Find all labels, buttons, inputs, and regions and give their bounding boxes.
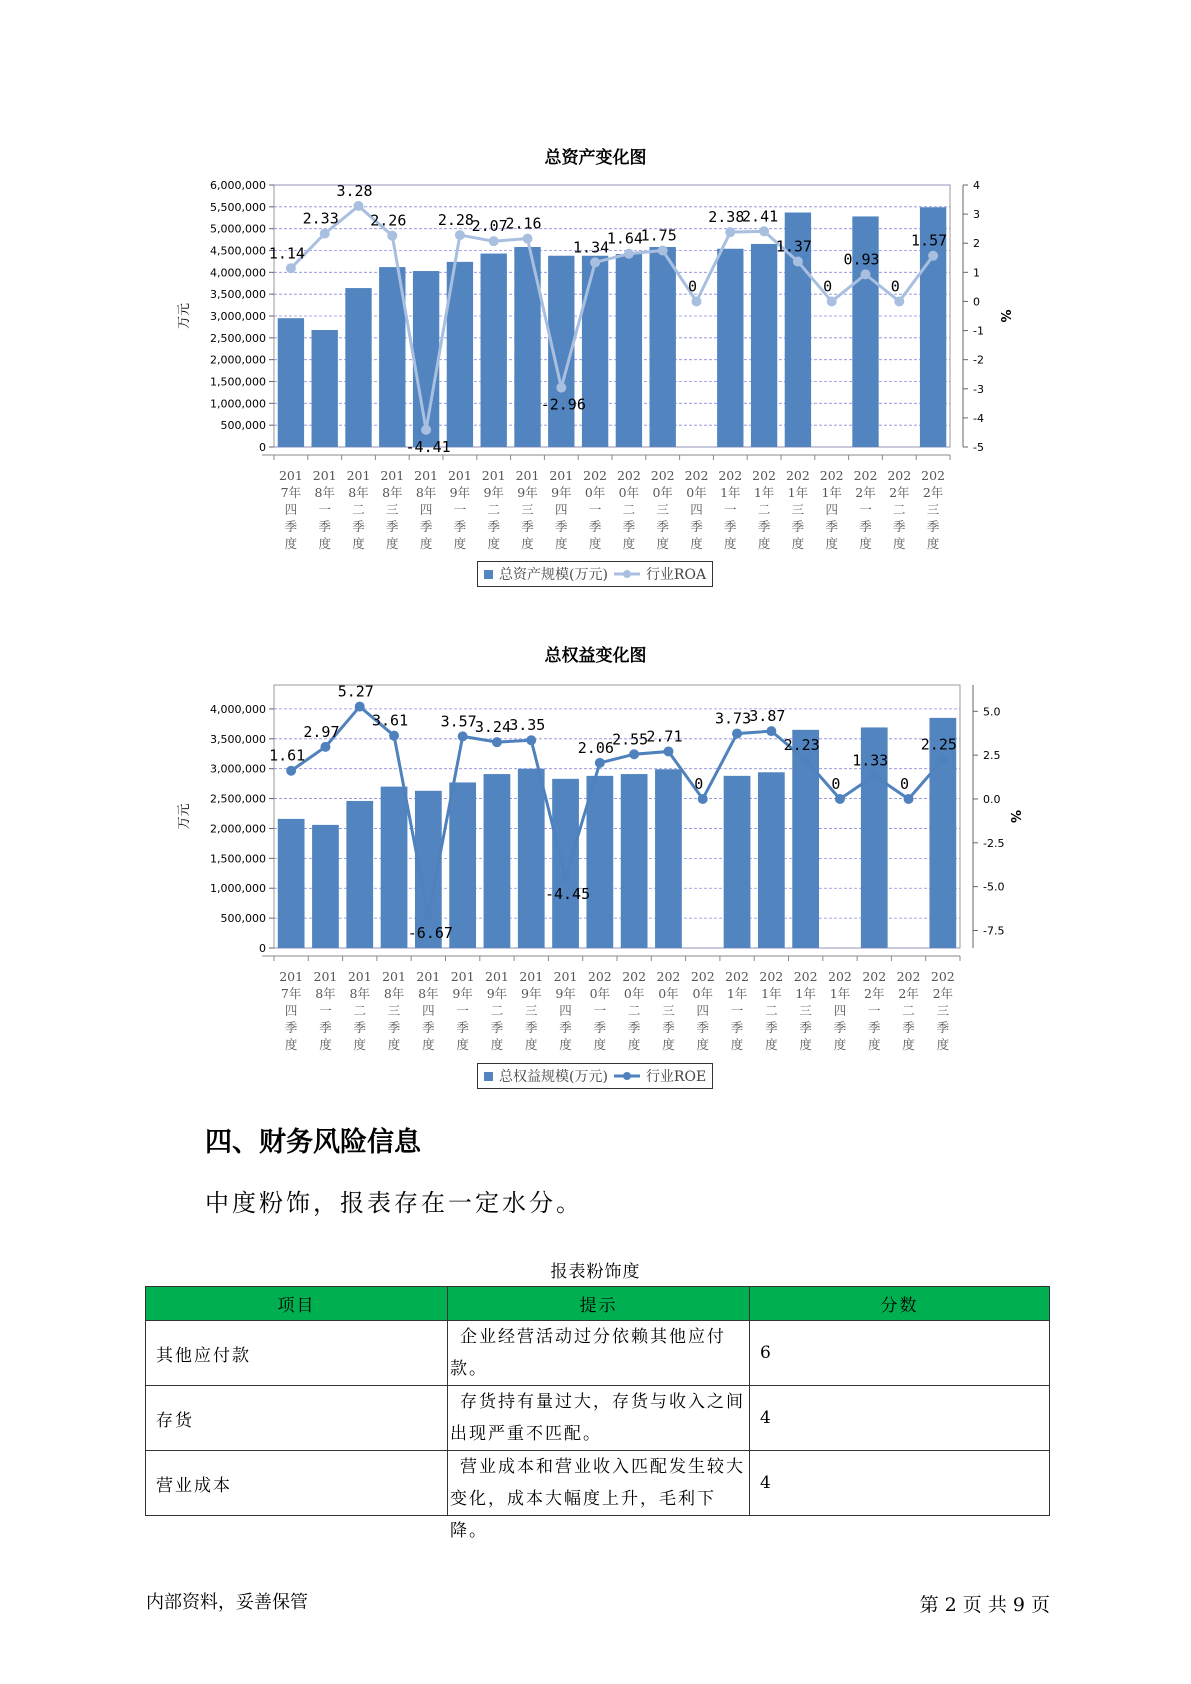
y2-tick-label: -2.5 <box>983 836 1005 850</box>
x-tick-label: 202 1年四季度 <box>819 468 844 551</box>
bar <box>484 774 511 948</box>
x-tick-label: 202 1年一季度 <box>718 468 743 551</box>
bar <box>346 801 373 948</box>
data-label: 0 <box>694 774 704 793</box>
x-tick-label: 201 7年四季度 <box>279 969 304 1052</box>
data-label: 1.37 <box>775 237 812 256</box>
table-header-row <box>146 1287 1050 1321</box>
data-label: -4.45 <box>544 884 591 903</box>
x-tick-label: 202 1年四季度 <box>828 969 852 1052</box>
data-label: 1.33 <box>852 751 889 770</box>
x-tick-label: 201 9年二季度 <box>481 468 506 551</box>
line-point <box>692 296 702 306</box>
y-tick-label: 3,500,000 <box>210 732 266 746</box>
chart2-title: 总权益变化图 <box>544 646 647 666</box>
data-label: 3.73 <box>714 709 752 728</box>
table-row <box>146 1451 1050 1516</box>
data-label: 3.61 <box>371 711 409 730</box>
line-point <box>492 737 502 747</box>
y2-tick-label: -5.0 <box>983 880 1005 894</box>
x-tick-label: 202 0年一季度 <box>587 969 612 1052</box>
row-item: 存货 <box>146 1386 448 1451</box>
bar-legend-swatch <box>484 570 493 579</box>
y-axis-title: 万元 <box>177 302 192 330</box>
x-tick-label: 202 2年二季度 <box>896 969 921 1052</box>
y-tick-label: 1,500,000 <box>210 852 266 866</box>
row-hint: 营业成本和营业收入匹配发生较大变化，成本大幅度上升，毛利下降。 <box>448 1451 750 1516</box>
section-intro: 中度粉饰，报表存在一定水分。 <box>205 1189 583 1217</box>
line-point <box>561 872 571 882</box>
y-tick-label: 2,000,000 <box>210 822 266 836</box>
line-point <box>320 229 330 239</box>
header-hint: 提示 <box>448 1287 750 1321</box>
line-point <box>595 758 605 768</box>
bar <box>552 779 579 948</box>
y-tick-label: 2,500,000 <box>210 331 266 345</box>
y-tick-label: 4,500,000 <box>210 244 266 258</box>
y-tick-label: 4,000,000 <box>210 702 266 716</box>
bar <box>481 254 507 447</box>
x-tick-label: 201 9年一季度 <box>447 468 472 551</box>
bar <box>655 769 682 948</box>
line-point <box>489 236 499 246</box>
x-tick-label: 201 8年四季度 <box>414 468 439 551</box>
data-label: 2.97 <box>303 722 340 741</box>
line-point <box>629 749 639 759</box>
data-label: 3.35 <box>509 716 546 735</box>
y-tick-label: 1,000,000 <box>210 882 266 896</box>
line-point <box>938 755 948 765</box>
row-score: 4 <box>750 1451 1050 1516</box>
bar-legend-swatch <box>484 1072 493 1081</box>
x-tick-label: 202 0年三季度 <box>650 468 675 551</box>
line-point <box>698 794 708 804</box>
row-score: 4 <box>750 1386 1050 1451</box>
line-point <box>793 257 803 267</box>
line-point <box>387 231 397 241</box>
y-tick-label: 1,500,000 <box>210 375 266 389</box>
section-heading: 四、财务风险信息 <box>205 1127 421 1158</box>
data-label: 2.33 <box>302 209 339 228</box>
x-tick-label: 201 9年二季度 <box>485 969 509 1052</box>
y-tick-label: 6,000,000 <box>210 179 266 192</box>
line-legend-swatch <box>614 568 640 580</box>
line-point <box>801 755 811 765</box>
y2-tick-label: -2 <box>973 353 984 367</box>
line-point <box>455 230 465 240</box>
line-point <box>389 731 399 741</box>
line-point <box>894 296 904 306</box>
y-tick-label: 3,500,000 <box>210 288 266 302</box>
chart1-legend-bar-label: 总资产规模(万元) <box>499 567 608 583</box>
row-score: 6 <box>750 1321 1050 1386</box>
data-label: 0 <box>823 277 833 296</box>
bar <box>381 787 408 948</box>
row-item: 其他应付款 <box>146 1321 448 1386</box>
data-label: 2.25 <box>920 735 957 754</box>
x-tick-label: 202 1年二季度 <box>752 468 777 551</box>
bar <box>312 330 338 447</box>
y-tick-label: 500,000 <box>220 912 266 926</box>
y2-tick-label: 0.0 <box>983 792 1001 806</box>
data-label: 0 <box>687 277 698 296</box>
line-point <box>354 201 364 211</box>
y-axis-title: 万元 <box>177 803 192 830</box>
data-label: 0.93 <box>843 250 880 269</box>
chart2-legend <box>477 1063 713 1089</box>
data-label: 1.64 <box>606 229 643 248</box>
x-tick-label: 201 9年三季度 <box>519 969 544 1052</box>
chart1-legend-line-label: 行业ROA <box>645 567 707 583</box>
line-point <box>732 729 742 739</box>
x-tick-label: 201 9年四季度 <box>549 468 574 551</box>
line-point <box>355 702 365 712</box>
data-label: 2.55 <box>612 730 649 749</box>
data-label: 3.24 <box>474 718 512 737</box>
y-tick-label: 4,000,000 <box>210 266 266 280</box>
line-point <box>556 383 566 393</box>
bar <box>586 776 613 948</box>
bar <box>751 244 777 447</box>
chart2-legend-line-label: 行业ROE <box>645 1069 707 1085</box>
y-tick-label: 0 <box>259 441 266 454</box>
y2-tick-label: 3 <box>973 208 980 222</box>
line-point <box>904 794 914 804</box>
x-tick-label: 202 0年四季度 <box>690 969 715 1052</box>
data-label: 3.87 <box>749 707 786 726</box>
x-tick-label: 201 8年三季度 <box>382 969 406 1052</box>
data-label: 2.07 <box>471 217 508 236</box>
table-row <box>146 1321 1050 1386</box>
total-equity-chart <box>170 678 1022 1058</box>
footer-confidential: 内部资料，妥善保管 <box>146 1592 308 1613</box>
line-point <box>624 249 634 259</box>
x-tick-label: 202 0年二季度 <box>622 969 647 1052</box>
x-tick-label: 202 2年一季度 <box>853 468 878 551</box>
line-point <box>869 771 879 781</box>
x-tick-label: 201 8年四季度 <box>416 969 441 1052</box>
bar <box>278 819 305 948</box>
data-label: 5.27 <box>337 682 374 701</box>
x-tick-label: 202 0年四季度 <box>684 468 709 551</box>
x-tick-label: 201 8年二季度 <box>347 969 372 1052</box>
y-tick-label: 3,000,000 <box>210 310 266 323</box>
y2-axis-title: % <box>997 309 1012 323</box>
x-tick-label: 202 1年三季度 <box>785 468 810 551</box>
table-row <box>146 1386 1050 1451</box>
data-label: 2.23 <box>783 735 820 754</box>
line-point <box>861 269 871 279</box>
y-tick-label: 1,000,000 <box>210 397 266 411</box>
y2-tick-label: 5.0 <box>983 705 1001 719</box>
y2-tick-label: -3 <box>973 382 984 396</box>
bar <box>724 776 751 948</box>
bar <box>650 247 676 447</box>
data-label: 2.38 <box>708 208 745 227</box>
bar <box>278 318 304 447</box>
data-label: -6.67 <box>407 923 453 942</box>
data-label: -4.41 <box>405 437 451 456</box>
data-label: 2.41 <box>742 207 779 226</box>
y-tick-label: 2,000,000 <box>210 353 266 367</box>
data-label: 2.06 <box>577 738 614 757</box>
x-tick-label: 202 2年二季度 <box>887 468 912 551</box>
line-point <box>286 263 296 273</box>
x-tick-label: 202 2年三季度 <box>930 969 955 1052</box>
row-hint: 企业经营活动过分依赖其他应付款。 <box>448 1321 750 1386</box>
line-point <box>458 731 468 741</box>
chart2-legend-bar-label: 总权益规模(万元) <box>499 1069 608 1085</box>
bar <box>717 249 743 447</box>
y2-tick-label: -5 <box>973 441 984 454</box>
bar <box>621 774 648 948</box>
data-label: 2.26 <box>370 211 407 230</box>
risk-table <box>145 1286 1050 1541</box>
x-tick-label: 202 0年三季度 <box>656 969 681 1052</box>
y2-tick-label: -7.5 <box>983 924 1005 938</box>
line-point <box>590 257 600 267</box>
x-tick-label: 202 0年一季度 <box>583 468 608 551</box>
line-point <box>725 227 735 237</box>
line-point <box>286 766 296 776</box>
data-label: 0 <box>890 277 900 296</box>
line-point <box>423 911 433 921</box>
data-label: 3.57 <box>440 712 477 731</box>
x-tick-label: 201 9年四季度 <box>553 969 578 1052</box>
x-tick-label: 201 8年三季度 <box>380 468 405 551</box>
bar <box>312 825 339 948</box>
data-label: 3.28 <box>336 181 373 200</box>
data-label: 1.14 <box>268 244 305 263</box>
line-point <box>320 742 330 752</box>
x-tick-label: 202 2年三季度 <box>921 468 946 551</box>
y-tick-label: 0 <box>259 942 266 955</box>
x-tick-label: 201 7年四季度 <box>278 468 303 551</box>
data-label: 1.34 <box>573 238 610 257</box>
bar <box>345 288 371 447</box>
line-legend-swatch <box>614 1070 640 1082</box>
line-point <box>526 735 536 745</box>
data-label: 2.71 <box>646 727 683 746</box>
bar <box>758 772 785 948</box>
line-point <box>759 226 769 236</box>
data-label: 1.75 <box>640 226 677 245</box>
chart1-legend <box>477 561 713 587</box>
x-tick-label: 202 1年二季度 <box>759 969 784 1052</box>
data-label: 0 <box>831 774 841 793</box>
data-label: 1.57 <box>911 231 948 250</box>
chart1-title: 总资产变化图 <box>544 148 647 168</box>
x-tick-label: 201 8年一季度 <box>312 468 337 551</box>
line-point <box>658 246 668 256</box>
line-point <box>663 746 673 756</box>
total-assets-chart <box>170 178 1012 558</box>
y2-tick-label: 2.5 <box>983 749 1001 763</box>
bar <box>518 769 545 948</box>
y-tick-label: 3,000,000 <box>210 762 266 776</box>
data-label: 0 <box>900 774 910 793</box>
header-score: 分数 <box>750 1287 1050 1321</box>
y-tick-label: 5,000,000 <box>210 222 266 236</box>
row-hint: 存货持有量过大，存货与收入之间出现严重不匹配。 <box>448 1386 750 1451</box>
y2-axis-title: % <box>1007 809 1022 824</box>
data-label: 1.61 <box>269 746 306 765</box>
table-caption: 报表粉饰度 <box>550 1262 641 1282</box>
data-label: -2.96 <box>540 395 586 414</box>
x-tick-label: 202 1年一季度 <box>725 969 749 1052</box>
line-point <box>827 296 837 306</box>
x-tick-label: 202 1年三季度 <box>793 969 818 1052</box>
x-tick-label: 201 8年二季度 <box>346 468 371 551</box>
header-item: 项目 <box>146 1287 448 1321</box>
line-point <box>835 794 845 804</box>
data-label: 2.16 <box>505 214 542 233</box>
y-tick-label: 5,500,000 <box>210 200 266 214</box>
footer-page-number: 第 2 页 共 9 页 <box>919 1594 1050 1616</box>
line-point <box>928 251 938 261</box>
y-tick-label: 2,500,000 <box>210 792 266 806</box>
y2-tick-label: -1 <box>973 324 984 338</box>
bar <box>413 271 439 447</box>
y2-tick-label: 4 <box>973 179 980 192</box>
line-point <box>523 234 533 244</box>
line-point <box>421 425 431 435</box>
bar <box>582 256 608 447</box>
y2-tick-label: -4 <box>973 411 984 425</box>
bar <box>616 254 642 447</box>
x-tick-label: 201 8年一季度 <box>313 969 338 1052</box>
y2-tick-label: 2 <box>973 237 980 251</box>
y2-tick-label: 1 <box>973 266 980 280</box>
bar <box>449 782 476 948</box>
y2-tick-label: 0 <box>973 295 980 309</box>
line-point <box>766 726 776 736</box>
row-item: 营业成本 <box>146 1451 448 1516</box>
x-tick-label: 201 9年一季度 <box>450 969 475 1052</box>
x-tick-label: 202 0年二季度 <box>616 468 641 551</box>
x-tick-label: 202 2年一季度 <box>862 969 887 1052</box>
x-tick-label: 201 9年三季度 <box>515 468 540 551</box>
y-tick-label: 500,000 <box>220 419 266 433</box>
data-label: 2.28 <box>437 211 474 230</box>
